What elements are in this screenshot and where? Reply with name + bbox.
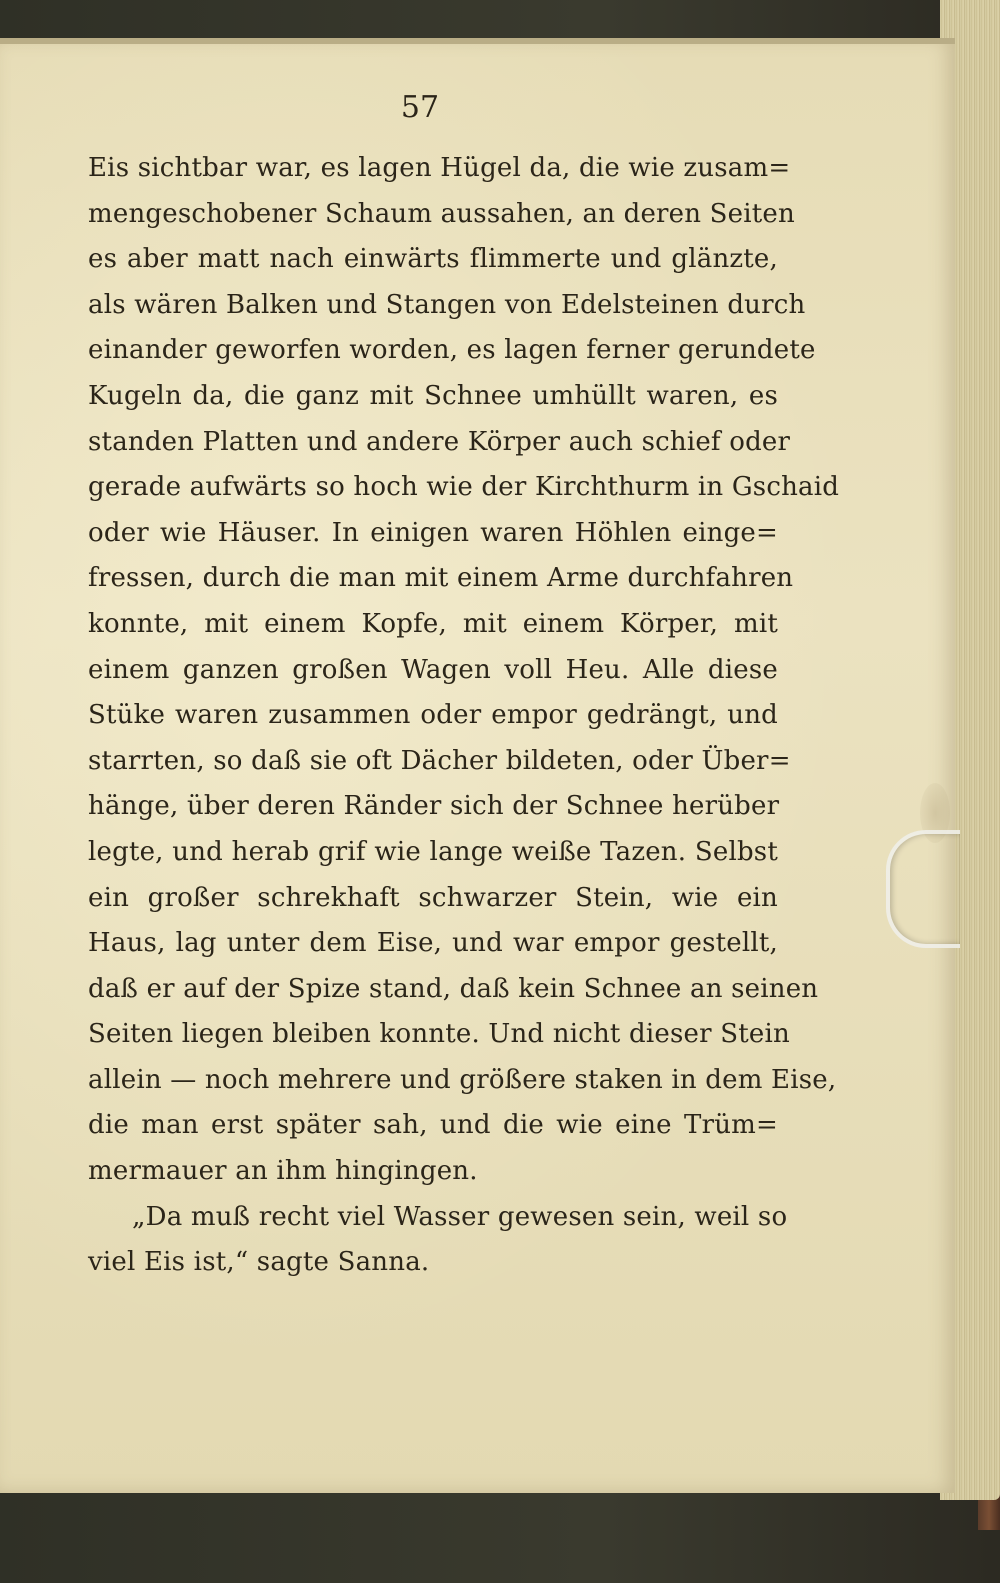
text-line: hänge, über deren Ränder sich der Schnee herüber <box>88 791 780 822</box>
text-line: einem ganzen großen Wagen voll Heu. Alle diese <box>88 654 778 685</box>
page-top-edge <box>0 38 955 44</box>
text-line: ein großer schrekhaft schwarzer Stein, wie ein <box>88 882 778 913</box>
text-line: starrten, so daß sie oft Dächer bildeten, oder Über= <box>88 745 791 776</box>
text-line: daß er auf der Spize stand, daß kein Schnee an seinen <box>88 973 819 1004</box>
text-line: Seiten liegen bleiben konnte. Und nicht dieser Stein <box>88 1019 790 1050</box>
text-line: Haus, lag unter dem Eise, und war empor gestellt, <box>88 928 778 959</box>
text-line: Eis sichtbar war, es lagen Hügel da, die wie zusam= <box>88 153 791 183</box>
text-line: die man erst später sah, und die wie eine Trüm= <box>88 1110 778 1141</box>
text-line: konnte, mit einem Kopfe, mit einem Körper, mit <box>88 608 778 639</box>
book-page <box>0 38 955 1493</box>
text-line: standen Platten und andere Körper auch schief oder <box>88 426 791 457</box>
text-line: „Da muß recht viel Wasser gewesen sein, weil so <box>132 1201 788 1232</box>
page-clip <box>886 830 960 948</box>
text-line: es aber matt nach einwärts flimmerte und glänzte, <box>88 244 778 275</box>
text-line: legte, und herab grif wie lange weiße Tazen. Selbst <box>88 836 778 867</box>
text-line: oder wie Häuser. In einigen waren Höhlen einge= <box>88 517 778 548</box>
text-line: gerade aufwärts so hoch wie der Kirchthurm in Gschaid <box>88 472 840 503</box>
text-line: als wären Balken und Stangen von Edelsteinen durch <box>88 289 806 320</box>
text-line: allein — noch mehrere und größere staken in dem Eise, <box>88 1064 837 1095</box>
page-body-text <box>88 146 840 1286</box>
text-line: mermauer an ihm hingingen. <box>88 1156 478 1187</box>
text-line: Kugeln da, die ganz mit Schnee umhüllt waren, es <box>88 380 778 411</box>
text-line: viel Eis ist,“ sagte Sanna. <box>88 1247 430 1278</box>
page-number: 57 <box>400 90 440 125</box>
text-line: Stüke waren zusammen oder empor gedrängt, und <box>88 700 778 731</box>
text-line: fressen, durch die man mit einem Arme durchfahren <box>88 563 794 594</box>
text-line: einander geworfen worden, es lagen ferner gerundete <box>88 335 816 366</box>
text-line: mengeschobener Schaum aussahen, an deren Seiten <box>88 198 795 229</box>
